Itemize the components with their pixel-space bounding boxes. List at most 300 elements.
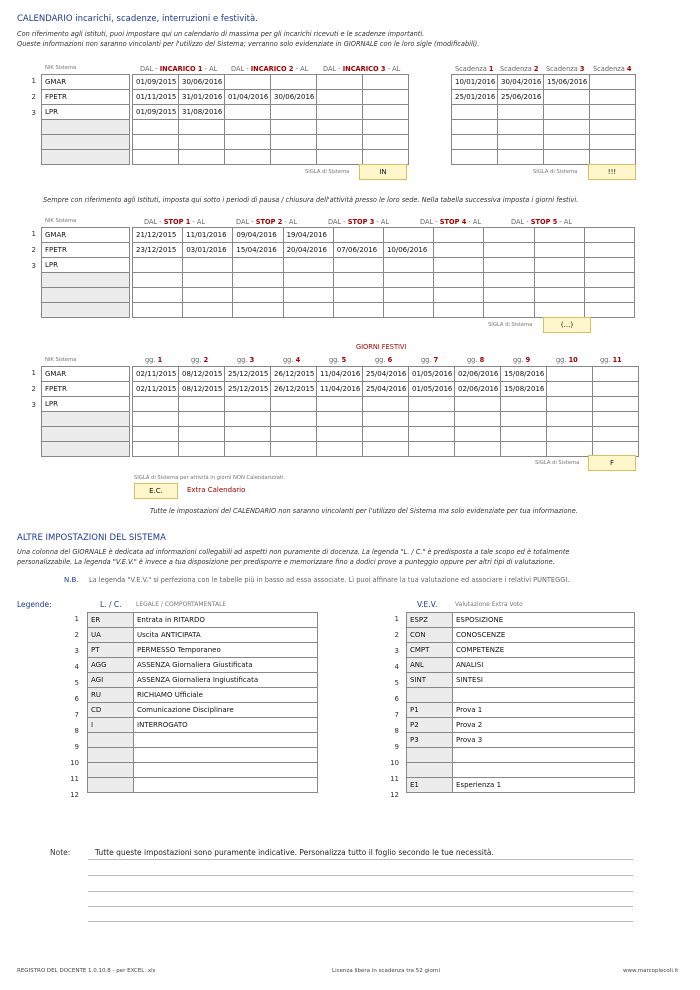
date-cell[interactable]: [590, 105, 636, 120]
date-cell[interactable]: 15/04/2016: [233, 243, 283, 258]
date-cell[interactable]: [484, 273, 534, 288]
legend-desc-cell[interactable]: ESPOSIZIONE: [453, 613, 635, 628]
date-cell[interactable]: 15/08/2016: [501, 367, 547, 382]
date-cell[interactable]: [584, 303, 634, 318]
date-cell[interactable]: [584, 228, 634, 243]
legend-code-cell[interactable]: P3: [407, 733, 453, 748]
table-row: [133, 75, 409, 90]
nik-header-stop: NIK Sistema: [45, 218, 77, 224]
stop-header: [420, 218, 481, 226]
nik-cell[interactable]: [42, 442, 130, 457]
date-cell[interactable]: [434, 258, 484, 273]
date-cell[interactable]: [593, 367, 639, 382]
legend-desc-cell[interactable]: Entrata in RITARDO: [134, 613, 318, 628]
date-cell[interactable]: [133, 288, 183, 303]
table-row: [452, 105, 636, 120]
nik-cell[interactable]: [42, 273, 130, 288]
date-cell[interactable]: [363, 150, 409, 165]
date-cell[interactable]: 10/06/2016: [383, 243, 433, 258]
legend-code-cell[interactable]: P1: [407, 703, 453, 718]
date-cell[interactable]: 19/04/2016: [283, 228, 333, 243]
date-cell[interactable]: [317, 150, 363, 165]
date-cell[interactable]: [271, 397, 317, 412]
legend-code-cell[interactable]: [88, 763, 134, 778]
date-cell[interactable]: [271, 105, 317, 120]
date-cell[interactable]: [183, 303, 233, 318]
date-cell[interactable]: [179, 427, 225, 442]
legend-code-cell[interactable]: I: [88, 718, 134, 733]
date-cell[interactable]: [455, 412, 501, 427]
legend-code-cell[interactable]: E1: [407, 778, 453, 793]
date-cell[interactable]: [271, 412, 317, 427]
footer-website[interactable]: www.marcoplecoli.it: [623, 968, 679, 974]
legend-desc-cell[interactable]: [453, 763, 635, 778]
legend-code-cell[interactable]: [407, 748, 453, 763]
nik-cell[interactable]: [42, 412, 130, 427]
nik-cell[interactable]: LPR: [42, 105, 130, 120]
date-cell[interactable]: [363, 397, 409, 412]
date-cell[interactable]: [363, 90, 409, 105]
date-cell[interactable]: [590, 135, 636, 150]
date-cell[interactable]: [534, 303, 584, 318]
legend-code-cell[interactable]: PT: [88, 643, 134, 658]
legend-code-cell[interactable]: AGI: [88, 673, 134, 688]
giorno-header-num: 2: [203, 356, 209, 364]
nik-cell[interactable]: GMAR: [42, 228, 130, 243]
row-number: 12: [390, 791, 399, 799]
date-cell[interactable]: [544, 120, 590, 135]
table-row: [88, 673, 318, 688]
date-cell[interactable]: 02/06/2016: [455, 382, 501, 397]
date-cell[interactable]: [501, 442, 547, 457]
date-cell[interactable]: [383, 303, 433, 318]
legend-code-cell[interactable]: UA: [88, 628, 134, 643]
date-cell[interactable]: [455, 442, 501, 457]
date-cell[interactable]: [133, 412, 179, 427]
date-cell[interactable]: [409, 442, 455, 457]
date-cell[interactable]: 25/12/2015: [225, 382, 271, 397]
date-cell[interactable]: [455, 397, 501, 412]
date-cell[interactable]: [333, 288, 383, 303]
date-cell[interactable]: [534, 288, 584, 303]
date-cell[interactable]: [434, 303, 484, 318]
nik-cell[interactable]: [42, 288, 130, 303]
row-number: 5: [394, 679, 399, 687]
date-cell[interactable]: [593, 397, 639, 412]
table-row: [88, 643, 318, 658]
row-number: 8: [394, 727, 399, 735]
sigla-label-festivi: SIGLA di Sistema: [535, 460, 580, 466]
date-cell[interactable]: 26/12/2015: [271, 382, 317, 397]
legend-desc-cell[interactable]: [134, 778, 318, 793]
date-cell[interactable]: [225, 150, 271, 165]
incarico-header: [140, 65, 217, 73]
date-cell[interactable]: [501, 427, 547, 442]
scadenza-header-num: 3: [579, 65, 585, 73]
legend-code-cell[interactable]: SINT: [407, 673, 453, 688]
date-cell[interactable]: [133, 303, 183, 318]
date-cell[interactable]: [225, 412, 271, 427]
legend-desc-cell[interactable]: [134, 733, 318, 748]
date-cell[interactable]: 25/12/2015: [225, 367, 271, 382]
date-cell[interactable]: [333, 303, 383, 318]
date-cell[interactable]: [333, 273, 383, 288]
date-cell[interactable]: 21/12/2015: [133, 228, 183, 243]
date-cell[interactable]: [317, 412, 363, 427]
notes-line: [88, 906, 633, 907]
nik-cell[interactable]: FPETR: [42, 382, 130, 397]
date-cell[interactable]: 02/11/2015: [133, 367, 179, 382]
date-cell[interactable]: [225, 135, 271, 150]
legend-code-cell[interactable]: ANL: [407, 658, 453, 673]
date-cell[interactable]: [383, 288, 433, 303]
sigla-scadenza-badge[interactable]: !!!: [588, 164, 636, 180]
legend-code-cell[interactable]: ESPZ: [407, 613, 453, 628]
date-cell[interactable]: [544, 135, 590, 150]
date-cell[interactable]: 09/04/2016: [233, 228, 283, 243]
giorno-header: [556, 356, 578, 364]
date-cell[interactable]: [225, 105, 271, 120]
date-cell[interactable]: [434, 228, 484, 243]
nik-cell[interactable]: GMAR: [42, 367, 130, 382]
table-row: [133, 382, 639, 397]
legend-desc-cell[interactable]: Prova 2: [453, 718, 635, 733]
date-cell[interactable]: [271, 75, 317, 90]
date-cell[interactable]: [498, 105, 544, 120]
date-cell[interactable]: [133, 442, 179, 457]
giorno-header-num: 7: [433, 356, 439, 364]
legend-desc-cell[interactable]: Comunicazione Disciplinare: [134, 703, 318, 718]
legend-code-cell[interactable]: P2: [407, 718, 453, 733]
date-cell[interactable]: [409, 427, 455, 442]
date-cell[interactable]: [434, 288, 484, 303]
date-cell[interactable]: [179, 397, 225, 412]
table-row: [42, 135, 130, 150]
table-row: [407, 718, 635, 733]
date-cell[interactable]: [501, 397, 547, 412]
date-cell[interactable]: [179, 442, 225, 457]
date-cell[interactable]: 30/04/2016: [498, 75, 544, 90]
date-cell[interactable]: [452, 105, 498, 120]
stop-intro: Sempre con riferimento agli Istituti, imposta qui sotto i periodi di pausa / chiusura dell'attività presso le loro sede. Nella tabella successiva imposta i giorni festivi.: [43, 196, 579, 204]
date-cell[interactable]: [590, 90, 636, 105]
date-cell[interactable]: [547, 397, 593, 412]
legend-code-cell[interactable]: [88, 748, 134, 763]
table-row: [42, 90, 130, 105]
date-cell[interactable]: [409, 397, 455, 412]
nik-cell[interactable]: GMAR: [42, 75, 130, 90]
date-cell[interactable]: [271, 120, 317, 135]
date-cell[interactable]: [501, 412, 547, 427]
notes-text[interactable]: Tutte queste impostazioni sono puramente indicative. Personalizza tutto il foglio secondo le tue necessità.: [95, 848, 494, 857]
scadenza-header-num: 1: [488, 65, 494, 73]
date-cell[interactable]: [363, 105, 409, 120]
date-cell[interactable]: [534, 228, 584, 243]
date-cell[interactable]: [317, 135, 363, 150]
date-cell[interactable]: [133, 397, 179, 412]
date-cell[interactable]: [225, 397, 271, 412]
table-row: [42, 75, 130, 90]
date-cell[interactable]: [590, 150, 636, 165]
date-cell[interactable]: [317, 105, 363, 120]
date-cell[interactable]: [534, 273, 584, 288]
stop-header-pre: DAL -: [144, 218, 164, 226]
date-cell[interactable]: [317, 442, 363, 457]
date-cell[interactable]: [183, 288, 233, 303]
date-cell[interactable]: [363, 412, 409, 427]
date-cell[interactable]: [333, 228, 383, 243]
table-row: [407, 673, 635, 688]
date-cell[interactable]: [179, 150, 225, 165]
date-cell[interactable]: [233, 273, 283, 288]
date-cell[interactable]: [547, 412, 593, 427]
legend-code-cell[interactable]: [88, 778, 134, 793]
legend-desc-cell[interactable]: PERMESSO Temporaneo: [134, 643, 318, 658]
date-cell[interactable]: 01/09/2015: [133, 75, 179, 90]
date-cell[interactable]: [225, 120, 271, 135]
date-cell[interactable]: [133, 150, 179, 165]
date-cell[interactable]: [383, 228, 433, 243]
date-cell[interactable]: [283, 303, 333, 318]
date-cell[interactable]: [452, 135, 498, 150]
date-cell[interactable]: 01/09/2015: [133, 105, 179, 120]
legend-code-cell[interactable]: CD: [88, 703, 134, 718]
legend-desc-cell[interactable]: RICHIAMO Ufficiale: [134, 688, 318, 703]
legend-desc-cell[interactable]: ASSENZA Giornaliera Giustificata: [134, 658, 318, 673]
date-cell[interactable]: [484, 243, 534, 258]
date-cell[interactable]: [183, 258, 233, 273]
date-cell[interactable]: [271, 442, 317, 457]
date-cell[interactable]: [179, 120, 225, 135]
date-cell[interactable]: [283, 288, 333, 303]
date-cell[interactable]: 25/06/2016: [498, 90, 544, 105]
date-cell[interactable]: 10/01/2016: [452, 75, 498, 90]
date-cell[interactable]: [544, 150, 590, 165]
nik-cell[interactable]: FPETR: [42, 243, 130, 258]
date-cell[interactable]: [593, 382, 639, 397]
date-cell[interactable]: [584, 288, 634, 303]
footer-license: Licenza libera in scadenza tra 52 giorni: [332, 968, 441, 974]
legend-desc-cell[interactable]: [134, 763, 318, 778]
date-cell[interactable]: 26/12/2015: [271, 367, 317, 382]
date-cell[interactable]: [271, 135, 317, 150]
date-cell[interactable]: 01/11/2015: [133, 90, 179, 105]
date-cell[interactable]: [225, 427, 271, 442]
date-cell[interactable]: [317, 90, 363, 105]
date-cell[interactable]: [484, 303, 534, 318]
stop-header-post: - AL: [374, 218, 390, 226]
date-cell[interactable]: [498, 150, 544, 165]
date-cell[interactable]: [544, 90, 590, 105]
nik-cell[interactable]: FPETR: [42, 90, 130, 105]
legend-code-cell[interactable]: CON: [407, 628, 453, 643]
date-cell[interactable]: 01/05/2016: [409, 382, 455, 397]
date-cell[interactable]: [271, 427, 317, 442]
date-cell[interactable]: [498, 120, 544, 135]
legend-desc-cell[interactable]: ANALISI: [453, 658, 635, 673]
date-cell[interactable]: [283, 258, 333, 273]
date-cell[interactable]: 11/04/2016: [317, 367, 363, 382]
date-cell[interactable]: [452, 120, 498, 135]
nik-cell[interactable]: LPR: [42, 397, 130, 412]
date-cell[interactable]: 07/06/2016: [333, 243, 383, 258]
date-cell[interactable]: [363, 427, 409, 442]
giorno-header-pre: gg.: [237, 356, 250, 364]
giorno-header-num: 1: [157, 356, 163, 364]
date-cell[interactable]: 31/01/2016: [179, 90, 225, 105]
legend-desc-cell[interactable]: CONOSCENZE: [453, 628, 635, 643]
date-cell[interactable]: 11/01/2016: [183, 228, 233, 243]
date-cell[interactable]: [484, 258, 534, 273]
legend-code-cell[interactable]: ER: [88, 613, 134, 628]
sigla-festivi-badge[interactable]: F: [588, 455, 636, 471]
giorno-header-pre: gg.: [513, 356, 526, 364]
date-cell[interactable]: 15/08/2016: [501, 382, 547, 397]
date-cell[interactable]: [133, 120, 179, 135]
date-cell[interactable]: 31/08/2016: [179, 105, 225, 120]
date-cell[interactable]: [363, 442, 409, 457]
date-cell[interactable]: [233, 288, 283, 303]
legend-desc-cell[interactable]: COMPETENZE: [453, 643, 635, 658]
date-cell[interactable]: [133, 427, 179, 442]
legend-desc-cell[interactable]: Esperienza 1: [453, 778, 635, 793]
legend-desc-cell[interactable]: Prova 3: [453, 733, 635, 748]
date-cell[interactable]: 08/12/2015: [179, 367, 225, 382]
date-cell[interactable]: [383, 273, 433, 288]
date-cell[interactable]: [233, 303, 283, 318]
table-row: [407, 733, 635, 748]
date-cell[interactable]: 25/01/2016: [452, 90, 498, 105]
row-number: 9: [394, 743, 399, 751]
date-cell[interactable]: 23/12/2015: [133, 243, 183, 258]
legend-desc-cell[interactable]: [453, 688, 635, 703]
date-cell[interactable]: [225, 75, 271, 90]
date-cell[interactable]: 01/05/2016: [409, 367, 455, 382]
legend-code-cell[interactable]: CMPT: [407, 643, 453, 658]
date-cell[interactable]: 30/06/2016: [271, 90, 317, 105]
nik-cell[interactable]: [42, 120, 130, 135]
date-cell[interactable]: 30/06/2016: [179, 75, 225, 90]
date-cell[interactable]: [547, 367, 593, 382]
date-cell[interactable]: [317, 75, 363, 90]
table-row: [407, 658, 635, 673]
legend-desc-cell[interactable]: Uscita ANTICIPATA: [134, 628, 318, 643]
date-cell[interactable]: [283, 273, 333, 288]
date-cell[interactable]: [547, 427, 593, 442]
row-number: 10: [390, 759, 399, 767]
date-cell[interactable]: [363, 75, 409, 90]
date-cell[interactable]: [434, 273, 484, 288]
stop-header-pre: DAL -: [511, 218, 531, 226]
date-cell[interactable]: [133, 258, 183, 273]
date-cell[interactable]: [317, 120, 363, 135]
date-cell[interactable]: [584, 243, 634, 258]
date-cell[interactable]: 01/04/2016: [225, 90, 271, 105]
nik-cell[interactable]: [42, 135, 130, 150]
legend-code-cell[interactable]: AGG: [88, 658, 134, 673]
row-number: 1: [74, 615, 79, 623]
date-cell[interactable]: 25/04/2016: [363, 382, 409, 397]
nik-cell[interactable]: [42, 427, 130, 442]
legend-desc-cell[interactable]: [453, 748, 635, 763]
stop-header: [236, 218, 297, 226]
date-cell[interactable]: [590, 120, 636, 135]
giorno-header-num: 10: [568, 356, 578, 364]
date-cell[interactable]: 25/04/2016: [363, 367, 409, 382]
date-cell[interactable]: [179, 412, 225, 427]
date-cell[interactable]: [317, 397, 363, 412]
table-row: [42, 412, 130, 427]
date-cell[interactable]: [455, 427, 501, 442]
date-cell[interactable]: [484, 288, 534, 303]
nik-cell[interactable]: LPR: [42, 258, 130, 273]
date-cell[interactable]: [534, 243, 584, 258]
date-cell[interactable]: [534, 258, 584, 273]
date-cell[interactable]: [584, 258, 634, 273]
date-cell[interactable]: [547, 442, 593, 457]
date-cell[interactable]: [593, 427, 639, 442]
date-cell[interactable]: 08/12/2015: [179, 382, 225, 397]
date-cell[interactable]: [225, 442, 271, 457]
date-cell[interactable]: [179, 135, 225, 150]
date-cell[interactable]: [544, 105, 590, 120]
date-cell[interactable]: 02/11/2015: [133, 382, 179, 397]
legend-desc-cell[interactable]: [134, 748, 318, 763]
legend-code-cell[interactable]: RU: [88, 688, 134, 703]
date-cell[interactable]: [593, 412, 639, 427]
date-cell[interactable]: [271, 150, 317, 165]
date-cell[interactable]: [547, 382, 593, 397]
date-cell[interactable]: [233, 258, 283, 273]
nik-cell[interactable]: [42, 150, 130, 165]
date-cell[interactable]: [452, 150, 498, 165]
legend-code-cell[interactable]: [88, 733, 134, 748]
date-cell[interactable]: 02/06/2016: [455, 367, 501, 382]
stop-header-post: - AL: [190, 218, 206, 226]
legend-desc-cell[interactable]: SINTESI: [453, 673, 635, 688]
other-settings-title: ALTRE IMPOSTAZIONI DEL SISTEMA: [17, 533, 166, 543]
date-cell[interactable]: [363, 135, 409, 150]
date-cell[interactable]: [584, 273, 634, 288]
date-cell[interactable]: [383, 258, 433, 273]
date-cell[interactable]: 03/01/2016: [183, 243, 233, 258]
date-cell[interactable]: 15/06/2016: [544, 75, 590, 90]
date-cell[interactable]: [317, 427, 363, 442]
nik-cell[interactable]: [42, 303, 130, 318]
date-cell[interactable]: [133, 135, 179, 150]
sigla-incarico-badge[interactable]: IN: [359, 164, 407, 180]
table-row: [133, 135, 409, 150]
legend-desc-cell[interactable]: Prova 1: [453, 703, 635, 718]
legend-code-cell[interactable]: [407, 763, 453, 778]
date-cell[interactable]: [409, 412, 455, 427]
legend-desc-cell[interactable]: ASSENZA Giornaliera Ingiustificata: [134, 673, 318, 688]
date-cell[interactable]: [498, 135, 544, 150]
date-cell[interactable]: [590, 75, 636, 90]
sigla-stop-badge[interactable]: (...): [543, 317, 591, 333]
date-cell[interactable]: [434, 243, 484, 258]
legend-desc-cell[interactable]: INTERROGATO: [134, 718, 318, 733]
date-cell[interactable]: [133, 273, 183, 288]
date-cell[interactable]: [363, 120, 409, 135]
date-cell[interactable]: [183, 273, 233, 288]
date-cell[interactable]: [484, 228, 534, 243]
legend-code-cell[interactable]: [407, 688, 453, 703]
date-cell[interactable]: 20/04/2016: [283, 243, 333, 258]
date-cell[interactable]: [333, 258, 383, 273]
extra-calendar-badge[interactable]: E.C.: [134, 483, 178, 499]
date-cell[interactable]: 11/04/2016: [317, 382, 363, 397]
